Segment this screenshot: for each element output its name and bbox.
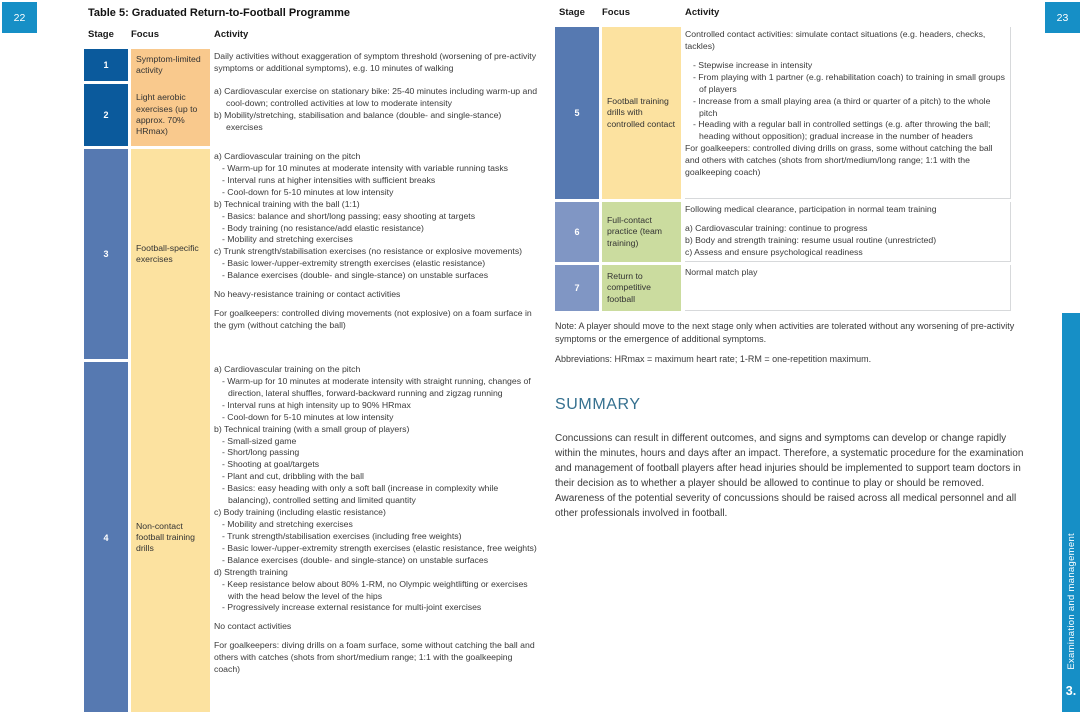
activity-line: Controlled contact activities: simulate contact situations (e.g. headers, checks, tackles)	[685, 29, 986, 51]
stage-cell	[84, 149, 128, 359]
table-row-stage-7	[555, 265, 1011, 311]
focus-cell	[602, 202, 681, 262]
activity-line: - Warm-up for 10 minutes at moderate intensity with variable running tasks	[222, 162, 509, 173]
activity-line: - Plant and cut, dribbling with the ball	[222, 471, 364, 482]
activity-line: - Mobility and stretching exercises	[222, 518, 353, 529]
page-left	[84, 5, 536, 712]
activity-line: - Progressively increase external resistance for multi-joint exercises	[222, 602, 482, 613]
table-row-stage-4	[84, 362, 540, 712]
activity-line: - Basic lower-/upper-extremity strength exercises (elastic resistance)	[222, 258, 486, 269]
activity-line: Normal match play	[685, 267, 758, 277]
activity-line: - Interval runs at higher intensities with sufficient breaks	[222, 174, 436, 185]
activity-line: b) Body and strength training: resume usual routine (unrestricted)	[685, 234, 937, 245]
stage-cell	[84, 84, 128, 146]
activity-line: - Interval runs at high intensity up to 90% HRmax	[222, 399, 411, 410]
activity-line: - Short/long passing	[222, 447, 300, 458]
stage-number: 2	[103, 110, 109, 120]
chapter-side-strip	[1062, 313, 1080, 712]
focus-label: Non-contact football training drills	[136, 520, 195, 554]
activity-cell	[214, 149, 540, 359]
table-row-stage-3	[84, 149, 540, 359]
activity-line: - Basic lower-/upper-extremity strength exercises (elastic resistance, free weights)	[222, 542, 537, 553]
activity-line: - Heading with a regular ball in controlled settings (e.g. after throwing the ball; heading without opposition); gradual increase in the number of headers	[693, 119, 991, 142]
activity-line: - Keep resistance below about 80% 1-RM, no Olympic weightlifting or exercises with the head below the level of the hips	[222, 578, 528, 601]
activity-line: b) Technical training with the ball (1:1)	[214, 198, 360, 209]
focus-cell	[131, 49, 210, 81]
table-title: Table 5: Graduated Return-to-Football Programme	[88, 7, 350, 19]
activity-line: - Basics: balance and short/long passing; easy shooting at targets	[222, 210, 476, 221]
table-row-stage-5	[555, 27, 1011, 199]
activity-cell	[685, 202, 1011, 262]
activity-line: - Cool-down for 5-10 minutes at low intensity	[222, 411, 394, 422]
rtf-table-stages-1-4	[84, 49, 540, 712]
activity-line: - From playing with 1 partner (e.g. rehabilitation coach) to training in small groups of players	[693, 71, 1005, 94]
stage-cell	[555, 202, 599, 262]
table-header-row-left	[84, 29, 536, 40]
activity-line: - Stepwise increase in intensity	[693, 59, 813, 70]
focus-label: Football-specific exercises	[136, 242, 199, 264]
summary-paragraph: Concussions can result in different outcomes, and signs and symptoms can develop or change rapidly within the minutes, hours and days after an impact. Therefore, a systematic procedure for the examination and management of football players after head injuries should be implemented to support team doctors in their decision as to whether a player should be allowed to continue to play or should be removed. Awareness of the potential severity of concussions should be raised across all medical personnel and all other professionals involved in football.	[555, 432, 1024, 519]
activity-line: - Mobility and stretching exercises	[222, 234, 353, 245]
stage-number: 7	[574, 283, 580, 293]
activity-line: - Basics: easy heading with only a soft ball (increase in complexity while balancing), controlled setting and limited quantity	[222, 483, 499, 506]
rtf-table-stages-5-7	[555, 27, 1011, 311]
activity-line: a) Cardiovascular training on the pitch	[214, 364, 361, 374]
activity-line: - Balance exercises (double- and single-stance) on unstable surfaces	[222, 270, 489, 281]
stage-cell	[555, 265, 599, 311]
stage-cell	[84, 362, 128, 712]
activity-line: a) Cardiovascular exercise on stationary bike: 25-40 minutes including warm-up and cool-down; controlled activities at low to moderate intensity	[214, 86, 538, 108]
summary-heading: SUMMARY	[555, 395, 641, 413]
focus-cell	[131, 362, 210, 712]
activity-line: b) Mobility/stretching, stabilisation and balance (double- and single-stance) exercises	[214, 109, 502, 132]
table-note: Note: A player should move to the next stage only when activities are tolerated without any worsening of pre-activity symptoms or the emergence of additional symptoms.	[555, 321, 1015, 344]
activity-line: c) Assess and ensure psychological readiness	[685, 246, 863, 257]
activity-line: - Small-sized game	[222, 435, 297, 446]
focus-cell	[602, 265, 681, 311]
column-header-focus: Focus	[602, 7, 630, 18]
activity-line: Following medical clearance, participation in normal team training	[685, 204, 937, 214]
page-right	[555, 5, 1032, 521]
activity-line: c) Trunk strength/stabilisation exercises (no resistance or explosive movements)	[214, 246, 523, 257]
activity-cell	[214, 49, 540, 81]
activity-line: No heavy-resistance training or contact activities	[214, 289, 401, 300]
activity-line: No contact activities	[214, 621, 292, 632]
column-header-focus: Focus	[131, 29, 159, 40]
page-number-right: 23	[1056, 11, 1069, 24]
activity-line: - Shooting at goal/targets	[222, 459, 320, 470]
focus-label: Football training drills with controlled contact	[607, 96, 676, 129]
focus-label: Return to competitive football	[607, 271, 651, 304]
activity-line: a) Cardiovascular training: continue to progress	[685, 222, 868, 233]
page-number-badge-right	[1045, 2, 1080, 33]
focus-cell	[131, 84, 210, 146]
focus-label: Light aerobic exercises (up to approx. 70% HRmax)	[136, 92, 198, 137]
table-row-stage-1	[84, 49, 540, 81]
column-header-stage: Stage	[559, 7, 585, 18]
activity-line: For goalkeepers: controlled diving movements (not explosive) on a foam surface in the gym (without catching the ball)	[214, 308, 532, 330]
activity-cell	[214, 84, 540, 146]
stage-number: 5	[574, 108, 580, 118]
page-number-badge-left	[2, 2, 37, 33]
activity-line: a) Cardiovascular training on the pitch	[214, 151, 361, 161]
activity-line: - Body training (no resistance/add elastic resistance)	[222, 222, 424, 233]
activity-line: - Cool-down for 5-10 minutes at low intensity	[222, 186, 394, 197]
chapter-number: 3.	[1065, 684, 1077, 698]
activity-line: For goalkeepers: diving drills on a foam surface, some without catching the ball and others with catches (shots from short/medium range; 1:1 with the goalkeeping coach)	[214, 640, 535, 675]
focus-cell	[131, 149, 210, 359]
column-header-stage: Stage	[88, 29, 114, 40]
activity-line: d) Strength training	[214, 566, 288, 577]
activity-cell	[685, 27, 1011, 199]
activity-line: - Warm-up for 10 minutes at moderate intensity with straight running, changes of direction, lateral shuffles, forward-backward running and zigzag running	[222, 375, 531, 398]
stage-cell	[555, 27, 599, 199]
focus-label: Full-contact practice (team training)	[607, 215, 663, 248]
table-abbreviations: Abbreviations: HRmax = maximum heart rate; 1-RM = one-repetition maximum.	[555, 354, 872, 365]
stage-number: 4	[103, 532, 109, 543]
activity-line: - Balance exercises (double- and single-stance) on unstable surfaces	[222, 554, 489, 565]
activity-cell	[214, 362, 540, 712]
page-number-left: 22	[13, 11, 26, 24]
focus-cell	[602, 27, 681, 199]
column-header-activity: Activity	[685, 7, 720, 18]
activity-line: - Trunk strength/stabilisation exercises (including free weights)	[222, 530, 462, 541]
column-header-activity: Activity	[214, 29, 249, 40]
activity-line: c) Body training (including elastic resistance)	[214, 507, 386, 518]
activity-line: - Increase from a small playing area (a third or quarter of a pitch) to the whole pitch	[693, 95, 991, 118]
activity-cell	[685, 265, 1011, 311]
stage-number: 6	[574, 227, 580, 237]
chapter-label: Examination and management	[1065, 533, 1077, 670]
table-row-stage-6	[555, 202, 1011, 262]
stage-number: 1	[103, 60, 109, 70]
activity-line: b) Technical training (with a small group of players)	[214, 423, 410, 434]
table-header-row-right	[555, 7, 1032, 18]
stage-number: 3	[103, 249, 109, 259]
table-row-stage-2	[84, 84, 540, 146]
stage-cell	[84, 49, 128, 81]
focus-label: Symptom-limited activity	[136, 53, 201, 75]
activity-line: Daily activities without exaggeration of symptom threshold (worsening of pre-activity symptoms or additional symptoms), e.g. 10 minutes of walking	[214, 51, 537, 73]
activity-line: For goalkeepers: controlled diving drills on grass, some without catching the ball and others with catches (shots from short/medium/long range; 1:1 with the goalkeeping coach)	[685, 143, 993, 178]
